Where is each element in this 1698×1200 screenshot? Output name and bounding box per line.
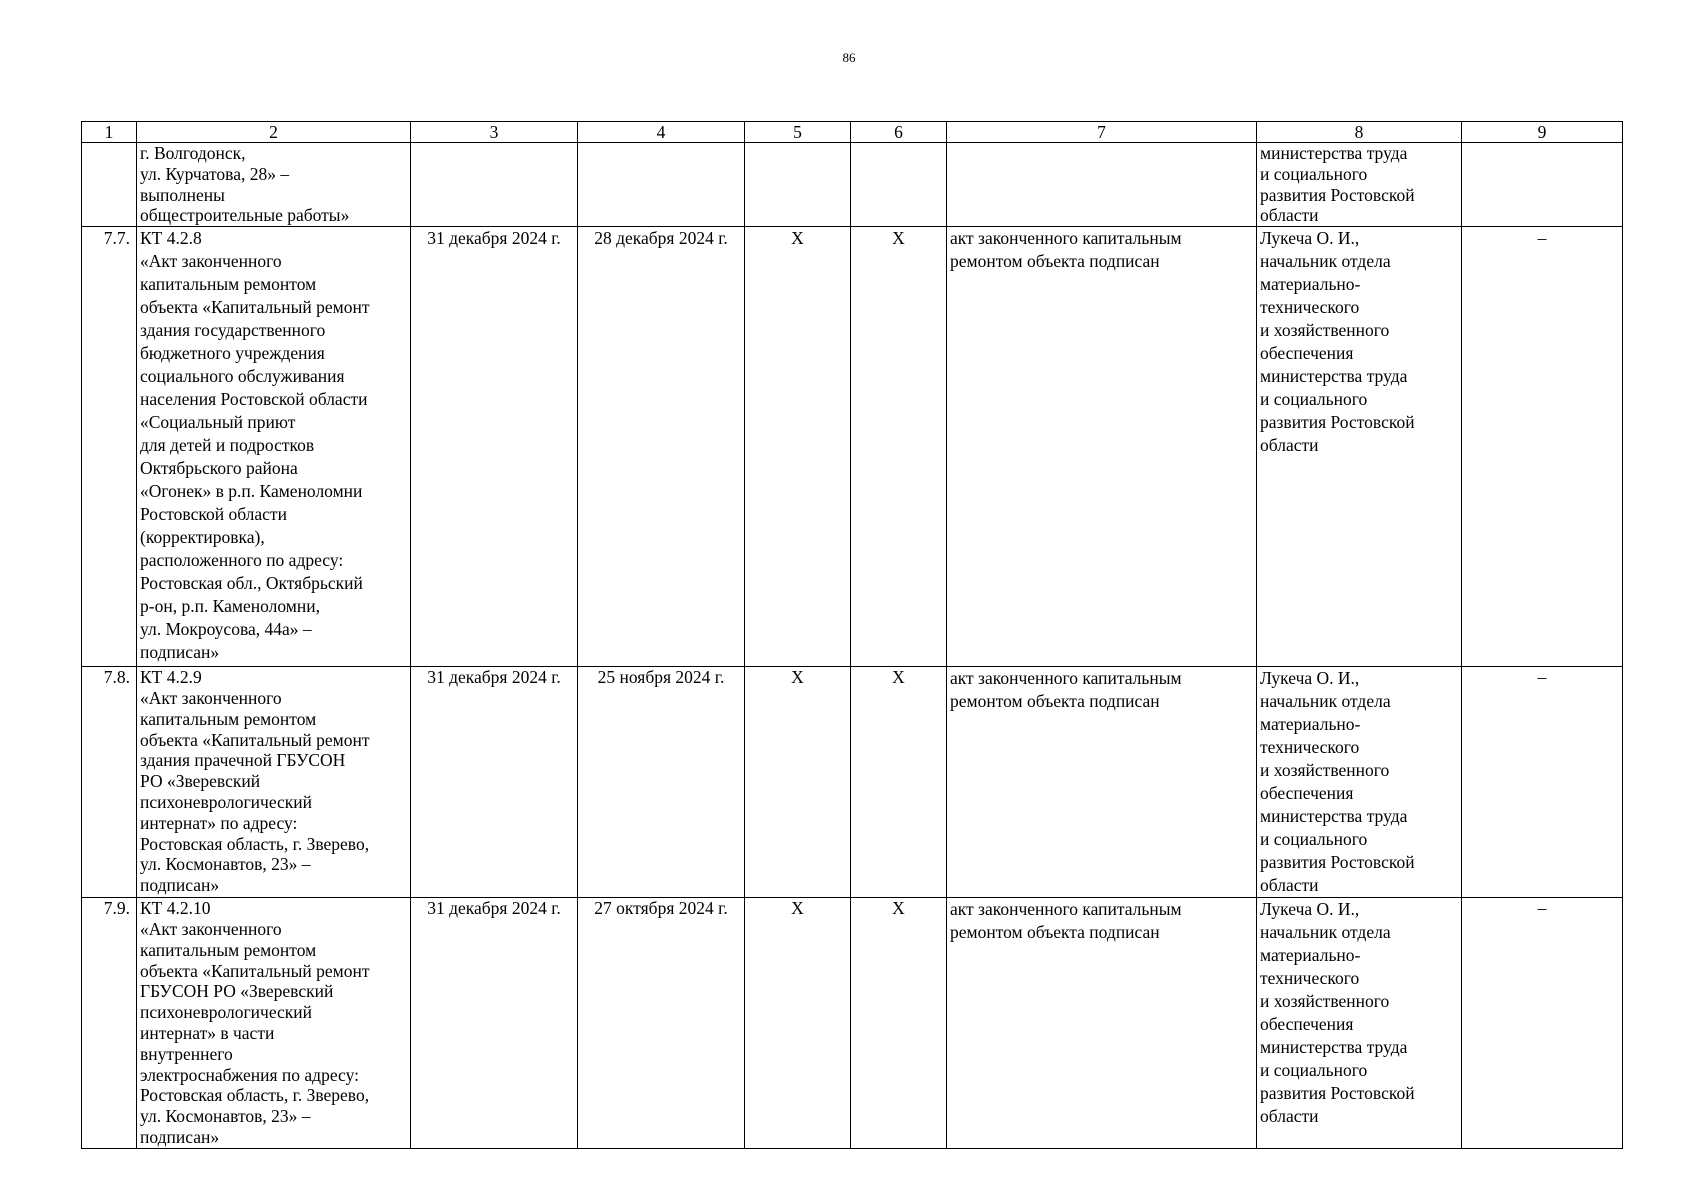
col5-value: X — [745, 227, 851, 667]
fact-date: 25 ноября 2024 г. — [578, 667, 745, 898]
column-number-header-row — [82, 122, 1623, 143]
col9-value — [1462, 143, 1623, 227]
fact-date: 27 октября 2024 г. — [578, 898, 745, 1149]
control-point-name: КТ 4.2.10 «Акт законченного капитальным ремонтом объекта «Капитальный ремонт ГБУСОН РО «Зверевский психоневрологический интернат» в части внутреннего электроснабжения по адресу: Ростовская область, г. Зверево, ул. Космонавтов, 23» – подписан» — [137, 898, 411, 1149]
row-number — [82, 143, 137, 227]
result-text: акт законченного капитальным ремонтом объекта подписан — [947, 898, 1257, 1149]
plan-date — [411, 143, 578, 227]
result-text: акт законченного капитальным ремонтом объекта подписан — [947, 227, 1257, 667]
column-header: 4 — [578, 122, 745, 143]
col5-value — [745, 143, 851, 227]
fact-date — [578, 143, 745, 227]
responsible-person: Лукеча О. И., начальник отдела материально- технического и хозяйственного обеспечения министерства труда и социального развития Ростовской области — [1257, 898, 1462, 1149]
table-row — [82, 898, 1623, 1149]
responsible-person: Лукеча О. И., начальник отдела материально- технического и хозяйственного обеспечения министерства труда и социального развития Ростовской области — [1257, 227, 1462, 667]
column-header: 7 — [947, 122, 1257, 143]
control-points-table — [81, 121, 1623, 1149]
plan-date: 31 декабря 2024 г. — [411, 667, 578, 898]
column-header: 9 — [1462, 122, 1623, 143]
col9-value: – — [1462, 898, 1623, 1149]
column-header: 8 — [1257, 122, 1462, 143]
plan-date: 31 декабря 2024 г. — [411, 898, 578, 1149]
row-number: 7.7. — [82, 227, 137, 667]
column-header: 5 — [745, 122, 851, 143]
col6-value — [851, 143, 947, 227]
column-header: 1 — [82, 122, 137, 143]
column-header: 2 — [137, 122, 411, 143]
control-point-name: КТ 4.2.8 «Акт законченного капитальным ремонтом объекта «Капитальный ремонт здания государственного бюджетного учреждения социального обслуживания населения Ростовской области «Социальный приют для детей и подростков Октябрьского района «Огонек» в р.п. Каменоломни Ростовской области (корректировка), расположенного по адресу: Ростовская обл., Октябрьский р-он, р.п. Каменоломни, ул. Мокроусова, 44а» – подписан» — [137, 227, 411, 667]
result-text — [947, 143, 1257, 227]
col6-value: X — [851, 667, 947, 898]
table-row — [82, 227, 1623, 667]
responsible-person: Лукеча О. И., начальник отдела материально- технического и хозяйственного обеспечения министерства труда и социального развития Ростовской области — [1257, 667, 1462, 898]
control-point-name: КТ 4.2.9 «Акт законченного капитальным ремонтом объекта «Капитальный ремонт здания прачечной ГБУСОН РО «Зверевский психоневрологический интернат» по адресу: Ростовская область, г. Зверево, ул. Космонавтов, 23» – подписан» — [137, 667, 411, 898]
col5-value: X — [745, 667, 851, 898]
col9-value: – — [1462, 667, 1623, 898]
responsible-person: министерства труда и социального развития Ростовской области — [1257, 143, 1462, 227]
column-header: 6 — [851, 122, 947, 143]
fact-date: 28 декабря 2024 г. — [578, 227, 745, 667]
col5-value: X — [745, 898, 851, 1149]
table-row — [82, 143, 1623, 227]
control-point-name: г. Волгодонск, ул. Курчатова, 28» – выполнены общестроительные работы» — [137, 143, 411, 227]
result-text: акт законченного капитальным ремонтом объекта подписан — [947, 667, 1257, 898]
row-number: 7.8. — [82, 667, 137, 898]
plan-date: 31 декабря 2024 г. — [411, 227, 578, 667]
table-row — [82, 667, 1623, 898]
row-number: 7.9. — [82, 898, 137, 1149]
col9-value: – — [1462, 227, 1623, 667]
col6-value: X — [851, 227, 947, 667]
col6-value: X — [851, 898, 947, 1149]
page-number: 86 — [842, 50, 856, 65]
column-header: 3 — [411, 122, 578, 143]
